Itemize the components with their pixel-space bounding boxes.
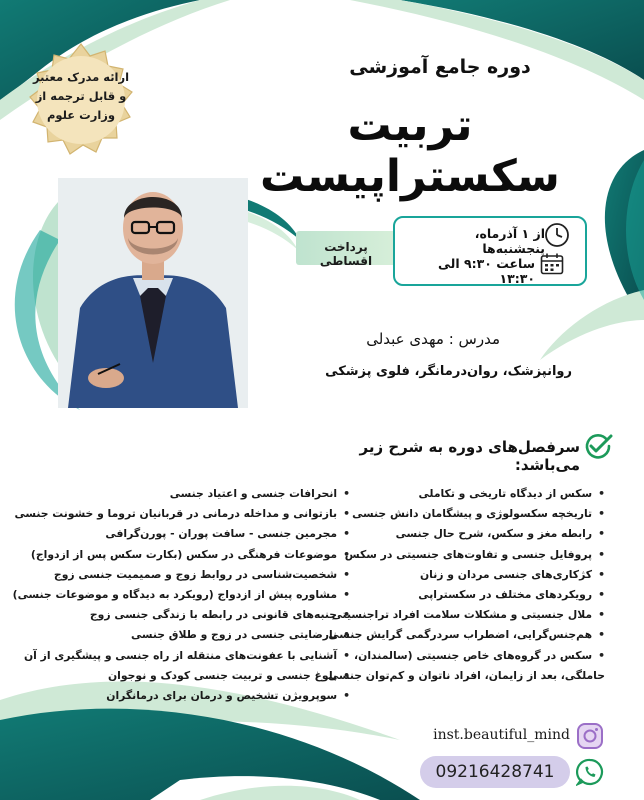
badge-line-2: و قابل ترجمه از	[35, 89, 127, 103]
clock-icon	[544, 222, 570, 248]
check-circle-icon	[583, 432, 613, 460]
list-item: • آشنایی با عفونت‌های منتقله از راه جنسی و پیشگیری از آن	[60, 646, 350, 666]
instructor-photo	[58, 178, 248, 408]
whatsapp-icon[interactable]	[576, 758, 604, 786]
list-item: • مشاوره پیش از ازدواج (رویکرد به دیدگاه و موضوعات جنسی)	[60, 585, 350, 605]
list-item: • بلوغ جنسی و تربیت جنسی کودک و نوجوان	[60, 666, 350, 686]
payment-label: پرداخت اقساطی	[319, 240, 373, 268]
list-item: • نارضایتی جنسی در زوج و طلاق جنسی	[60, 625, 350, 645]
syllabus-list-right	[327, 484, 605, 686]
list-item: • پروفایل جنسی و تفاوت‌های جنسیتی در سکس	[360, 545, 605, 565]
course-title: تربیت سکستراپیست	[260, 100, 560, 202]
list-item: • سکس از دیدگاه تاریخی و تکاملی	[360, 484, 605, 504]
list-item: • سوپرویژن تشخیص و درمان برای درمانگران	[60, 686, 350, 706]
badge-line-3: وزارت علوم	[46, 108, 116, 122]
schedule-date: از ۱ آذرماه، پنجشنبه‌ها	[474, 226, 545, 256]
list-item: • هم‌جنس‌گرایی، اضطراب سردرگمی گرایش جنسی	[360, 625, 605, 645]
instagram-icon[interactable]	[576, 722, 604, 750]
phone-number[interactable]: 09216428741	[435, 762, 555, 782]
instagram-handle[interactable]: inst.beautiful_mind	[433, 727, 570, 743]
list-item: • موضوعات فرهنگی در سکس (بکارت سکس پس از ازدواج)	[60, 545, 350, 565]
list-item: • شخصیت‌شناسی در روابط زوج و صمیمیت جنسی زوج	[60, 565, 350, 585]
badge-line-1: ارائه مدرک معتبر	[32, 70, 130, 84]
list-item-continuation: حاملگی، بعد از زایمان، افراد ناتوان و کم‌توان جنسی	[327, 668, 605, 682]
calendar-icon	[540, 253, 564, 275]
list-item: • سکس در گروه‌های خاص جنسیتی (سالمندان،	[360, 646, 605, 666]
instructor-name: مدرس : مهدی عبدلی	[366, 330, 500, 348]
list-item: • تاریخچه سکسولوژی و پیشگامان دانش جنسی	[360, 504, 605, 524]
course-subtitle: دوره جامع آموزشی	[349, 56, 531, 78]
syllabus-heading: سرفصل‌های دوره به شرح زیر می‌باشد:	[359, 438, 580, 474]
list-item: • رابطه مغز و سکس، شرح حال جنسی	[360, 524, 605, 544]
instructor-credentials: روانپزشک، روان‌درمانگر، فلوی پزشکی	[325, 364, 572, 379]
list-item: • بازتوانی و مداخله درمانی در قربانیان تروما و خشونت جنسی	[60, 504, 350, 524]
list-item: • جنبه‌های قانونی در رابطه با زندگی جنسی زوج	[60, 605, 350, 625]
badge-text	[30, 68, 132, 125]
schedule-time: ساعت ۹:۳۰ الی ۱۳:۳۰	[438, 256, 535, 286]
list-item: • ملال جنسیتی و مشکلات سلامت افراد تراجنسیتی	[360, 605, 605, 625]
list-item: • انحرافات جنسی و اعتیاد جنسی	[60, 484, 350, 504]
syllabus-list-left	[12, 484, 350, 706]
list-item: • کژکاری‌های جنسی مردان و زنان	[360, 565, 605, 585]
list-item: • رویکردهای مختلف در سکستراپی	[360, 585, 605, 605]
list-item: • مجرمین جنسی - سافت پوران - پورن‌گرافی	[60, 524, 350, 544]
